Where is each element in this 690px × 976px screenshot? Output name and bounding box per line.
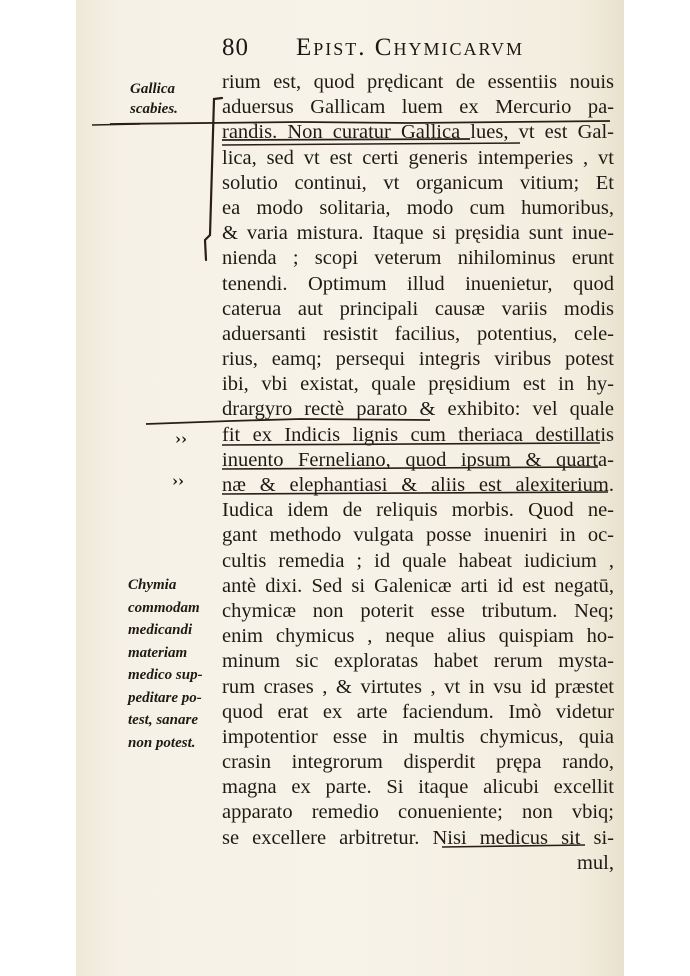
running-header xyxy=(222,34,612,64)
page-number: 80 xyxy=(222,34,249,61)
text-line: ibi, vbi existat, quale pręsidium est in hy- xyxy=(222,373,614,396)
quotation-mark: ›› xyxy=(175,430,187,448)
text-line: drargyro rectè parato & exhibito: vel quale xyxy=(222,398,614,421)
text-line: ea modo solitaria, modo cum humoribus, xyxy=(222,196,614,219)
text-line: gant methodo vulgata posse inueniri in oc- xyxy=(222,524,614,547)
text-line: chymicæ non poterit esse tributum. Neq; xyxy=(222,599,614,622)
margin-note-line: medicandi xyxy=(128,622,193,638)
text-line: aduersus Gallicam luem ex Mercurio pa- xyxy=(222,96,614,119)
margin-note-line: non potest. xyxy=(128,734,196,751)
text-line: tenendi. Optimum illud inuenietur, quod xyxy=(222,272,614,295)
text-line: rum crases , & virtutes , vt in vsu id præstet xyxy=(222,675,614,698)
text-line: apparato remedio conueniente; non vbiq; xyxy=(222,801,614,824)
margin-note-line: Chymia xyxy=(128,577,177,593)
margin-note-line: medico sup- xyxy=(128,667,203,683)
margin-note-line: peditare po- xyxy=(128,689,202,706)
text-line: næ & elephantiasi & aliis est alexiterium. xyxy=(222,474,614,496)
text-line: caterua aut principali causæ variis modis xyxy=(222,297,614,320)
margin-note-line: commodam xyxy=(128,599,200,616)
text-line: mul, xyxy=(576,851,614,874)
text-line: Iudica idem de reliquis morbis. Quod ne- xyxy=(222,499,614,522)
text-line: rium est, quod prędicant de essentiis nouis xyxy=(222,71,614,93)
quotation-mark: ›› xyxy=(172,472,184,490)
text-line: quod erat ex arte faciendum. Imò videtur xyxy=(222,700,614,723)
margin-note-line: scabies. xyxy=(130,100,178,117)
text-line: rius, eamq; persequi integris viribus potest xyxy=(222,348,614,371)
text-line: inuento Ferneliano, quod ipsum & quarta- xyxy=(222,448,614,471)
text-line: & varia mistura. Itaque si pręsidia sunt inue- xyxy=(222,222,614,245)
margin-note-chymia xyxy=(128,574,223,754)
running-title: Epist. Chymicarvm xyxy=(296,34,525,61)
text-line: solutio continui, vt organicum vitium; Et xyxy=(222,171,614,194)
text-line: impotentior esse in multis chymicus, quia xyxy=(222,725,614,748)
text-line: randis. Non curatur Gallica lues, vt est Gal- xyxy=(222,121,614,144)
margin-note-line: test, sanare xyxy=(128,712,199,728)
text-line: cultis remedia ; id quale habeat iudicium , xyxy=(222,549,614,572)
text-line: aduersanti resistit facilius, potentius, cele- xyxy=(222,322,614,345)
text-line: antè dixi. Sed si Galenicæ arti id est negatū, xyxy=(222,574,614,597)
margin-note-line: materiam xyxy=(128,644,188,661)
text-line: enim chymicus , neque alius quispiam ho- xyxy=(222,625,614,648)
body-text xyxy=(222,70,614,876)
margin-note-gallica xyxy=(130,80,220,119)
text-line: magna ex parte. Si itaque alicubi excellit xyxy=(222,776,614,799)
text-line: fit ex Indicis lignis cum theriaca destillatis xyxy=(222,423,614,446)
text-line: minum sic exploratas habet rerum mysta- xyxy=(222,650,614,673)
text-line: se excellere arbitretur. Nisi medicus sit si- xyxy=(222,826,614,849)
text-line: crasin integrorum disperdit prępa rando, xyxy=(222,751,614,774)
margin-note-line: Gallica xyxy=(130,81,175,97)
text-line: nienda ; scopi veterum nihilominus erunt xyxy=(222,247,614,270)
text-line: lica, sed vt est certi generis intemperies , vt xyxy=(222,146,614,169)
